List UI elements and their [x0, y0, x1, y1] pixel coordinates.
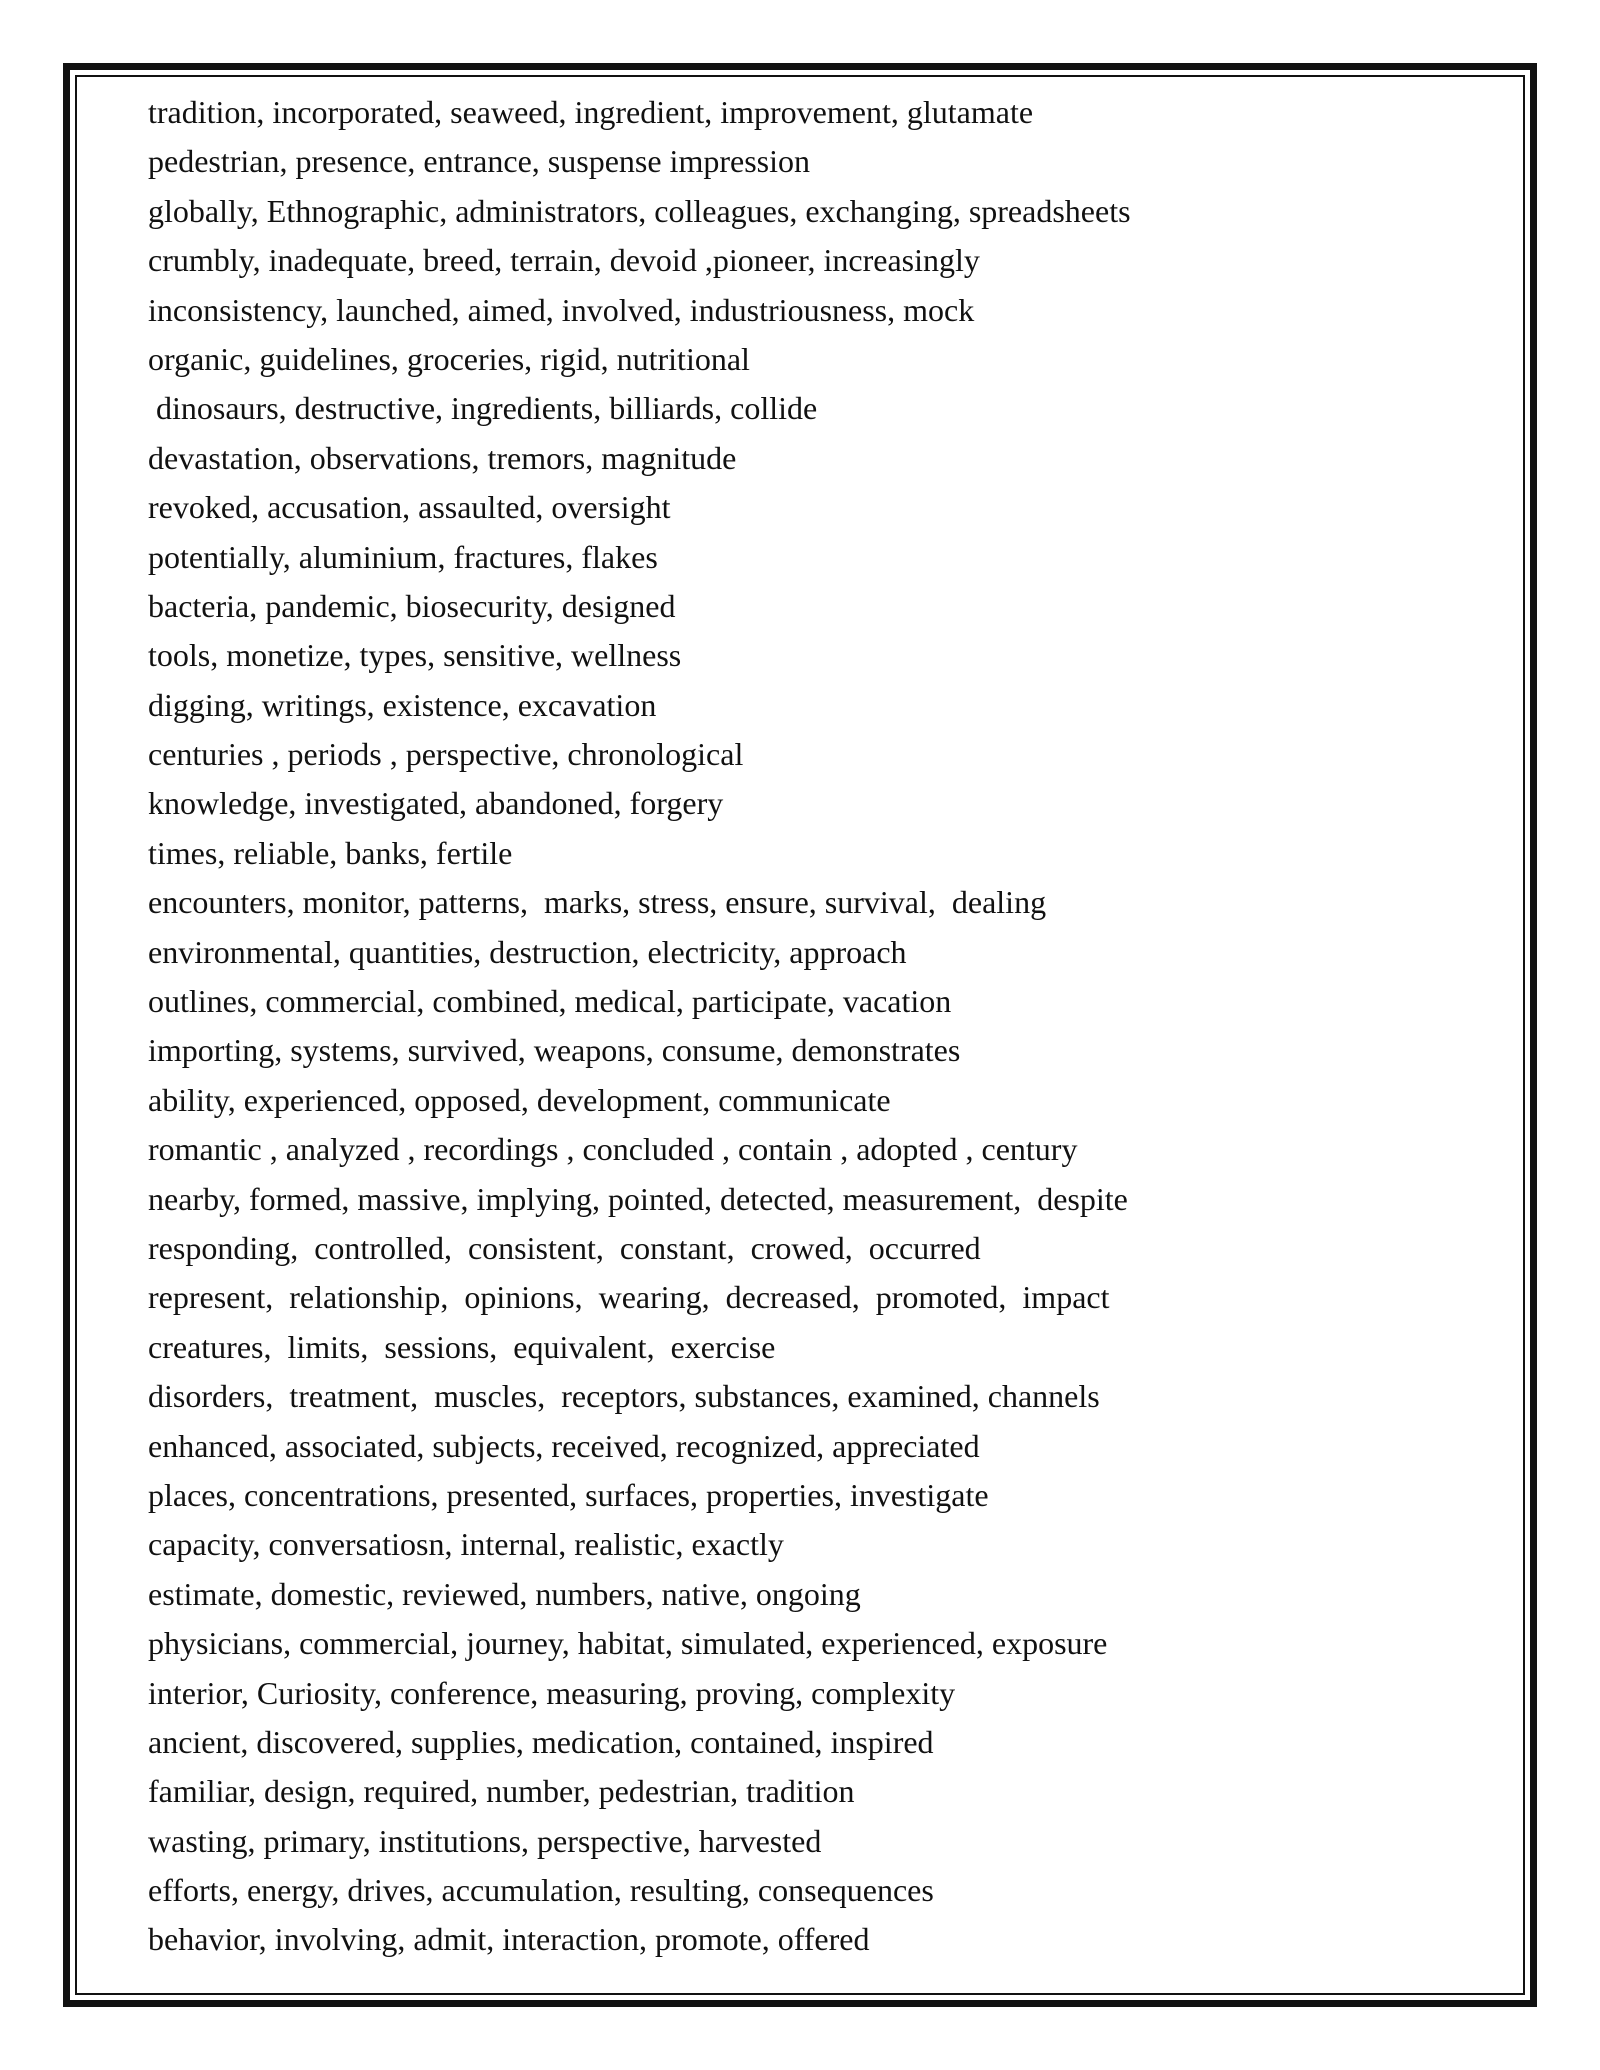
word-line: pedestrian, presence, entrance, suspense impression [148, 143, 810, 180]
word-line: enhanced, associated, subjects, received, recognized, appreciated [148, 1427, 980, 1464]
word-line: crumbly, inadequate, breed, terrain, devoid ,pioneer, increasingly [148, 242, 980, 279]
word-line: responding, controlled, consistent, constant, crowed, occurred [148, 1229, 981, 1266]
word-line: ability, experienced, opposed, development, communicate [148, 1081, 891, 1118]
word-line: physicians, commercial, journey, habitat, simulated, experienced, exposure [148, 1625, 1108, 1662]
word-line: revoked, accusation, assaulted, oversight [148, 489, 671, 526]
word-line: wasting, primary, institutions, perspective, harvested [148, 1822, 822, 1859]
word-line: nearby, formed, massive, implying, pointed, detected, measurement, despite [148, 1180, 1128, 1217]
word-line: places, concentrations, presented, surfaces, properties, investigate [148, 1476, 989, 1513]
word-line: inconsistency, launched, aimed, involved, industriousness, mock [148, 291, 975, 328]
word-line: organic, guidelines, groceries, rigid, nutritional [148, 340, 750, 377]
word-line: bacteria, pandemic, biosecurity, designed [148, 587, 676, 624]
word-line: ancient, discovered, supplies, medication, contained, inspired [148, 1723, 934, 1760]
word-line: devastation, observations, tremors, magnitude [148, 439, 737, 476]
word-line: tools, monetize, types, sensitive, wellness [148, 637, 682, 674]
word-line: romantic , analyzed , recordings , concluded , contain , adopted , century [148, 1131, 1078, 1168]
word-line: importing, systems, survived, weapons, consume, demonstrates [148, 1032, 961, 1069]
word-line: behavior, involving, admit, interaction, promote, offered [148, 1921, 870, 1958]
word-line: interior, Curiosity, conference, measuring, proving, complexity [148, 1674, 956, 1711]
word-line: efforts, energy, drives, accumulation, resulting, consequences [148, 1872, 934, 1909]
word-line: disorders, treatment, muscles, receptors, substances, examined, channels [148, 1378, 1100, 1415]
word-line: estimate, domestic, reviewed, numbers, native, ongoing [148, 1575, 861, 1612]
word-line: digging, writings, existence, excavation [148, 686, 657, 723]
word-line: encounters, monitor, patterns, marks, stress, ensure, survival, dealing [148, 884, 1047, 921]
word-line: represent, relationship, opinions, wearing, decreased, promoted, impact [148, 1279, 1110, 1316]
word-line: environmental, quantities, destruction, electricity, approach [148, 933, 907, 970]
word-line: dinosaurs, destructive, ingredients, billiards, collide [148, 390, 818, 427]
word-list [148, 88, 1131, 1965]
word-line: outlines, commercial, combined, medical, participate, vacation [148, 983, 952, 1020]
word-line: times, reliable, banks, fertile [148, 834, 513, 871]
word-line: creatures, limits, sessions, equivalent, exercise [148, 1328, 776, 1365]
word-line: potentially, aluminium, fractures, flakes [148, 538, 658, 575]
word-line: globally, Ethnographic, administrators, colleagues, exchanging, spreadsheets [148, 192, 1131, 229]
word-line: tradition, incorporated, seaweed, ingredient, improvement, glutamate [148, 94, 1034, 130]
word-line: capacity, conversatiosn, internal, realistic, exactly [148, 1526, 784, 1563]
word-line: knowledge, investigated, abandoned, forgery [148, 785, 724, 822]
word-line: familiar, design, required, number, pedestrian, tradition [148, 1773, 855, 1810]
word-line: centuries , periods , perspective, chronological [148, 736, 744, 773]
